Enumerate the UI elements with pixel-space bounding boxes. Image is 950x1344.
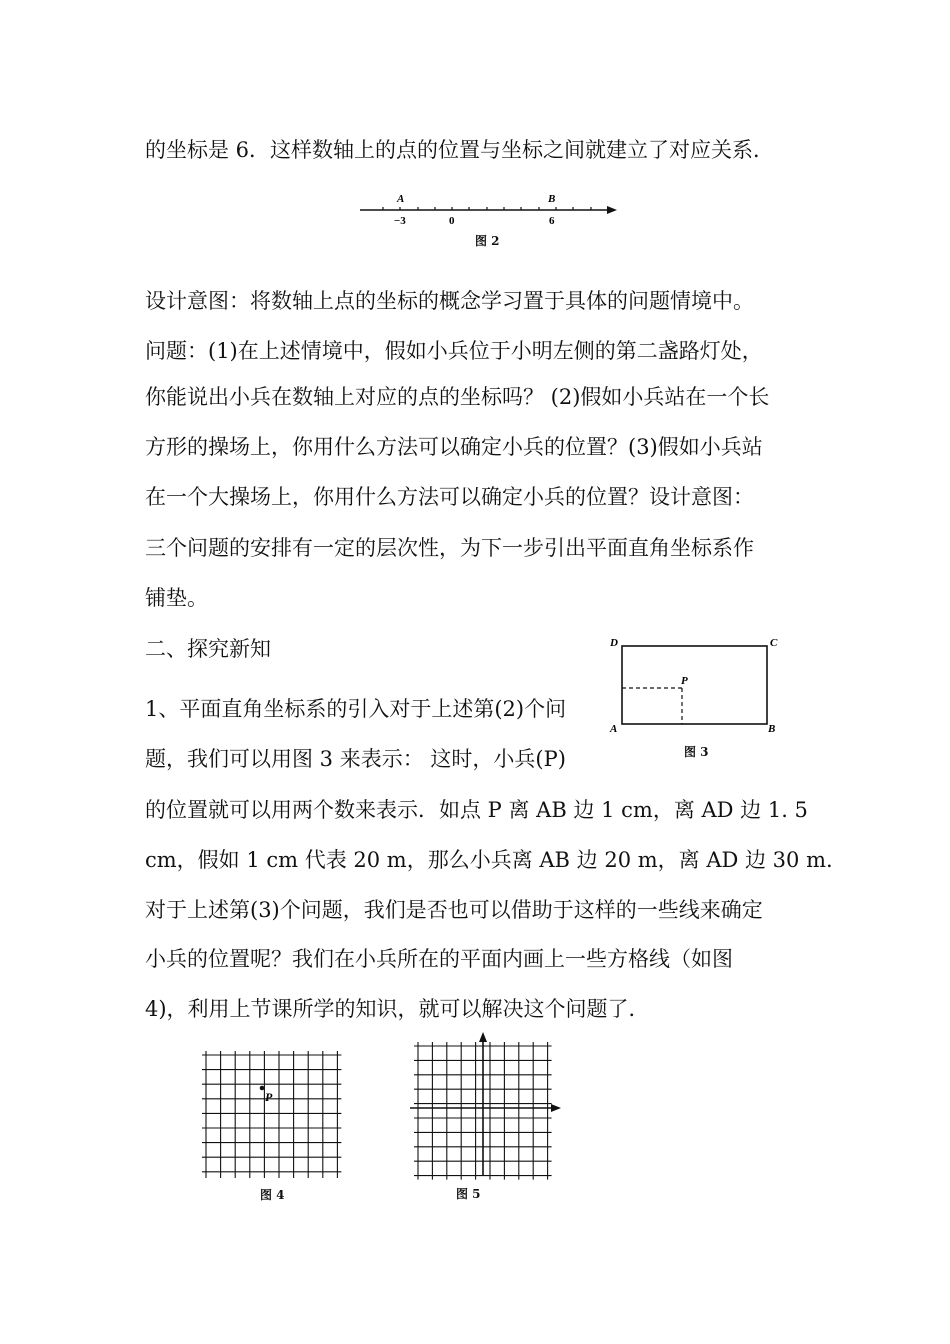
- vertex-d-label: D: [610, 637, 618, 649]
- vertex-b-label: B: [768, 723, 776, 735]
- text-line-12: 的位置就可以用两个数来表示．如点 P 离 AB 边 1 cm，离 AD 边 1. 5: [145, 798, 808, 822]
- text-line-16: 4)，利用上节课所学的知识，就可以解决这个问题了．: [145, 997, 650, 1021]
- figure-4-caption: 图 4: [260, 1188, 285, 1202]
- point-p-label: P: [681, 675, 688, 687]
- x-axis-arrow: [551, 1104, 561, 1112]
- text-line-5: 方形的操场上，你用什么方法可以确定小兵的位置？(3)假如小兵站: [145, 435, 763, 459]
- tick-label-6: 6: [549, 215, 555, 227]
- grid-figure-4: [198, 1048, 354, 1178]
- tick-label-0: 0: [449, 215, 455, 227]
- grid-lines: [202, 1051, 341, 1178]
- vertex-c-label: C: [770, 637, 778, 649]
- text-line-4: 你能说出小兵在数轴上对应的点的坐标吗？ (2)假如小兵站在一个长: [145, 385, 770, 409]
- figure-2-caption: 图 2: [475, 234, 500, 248]
- vertex-a-label: A: [610, 723, 618, 735]
- text-line-7: 三个问题的安排有一定的层次性，为下一步引出平面直角坐标系作: [145, 536, 754, 560]
- text-line-6: 在一个大操场上，你用什么方法可以确定小兵的位置？设计意图：: [145, 485, 754, 509]
- tick-label-neg3: −3: [394, 215, 406, 227]
- text-line-10: 1、平面直角坐标系的引入对于上述第(2)个问: [145, 697, 567, 721]
- text-line-3: 问题：(1)在上述情境中，假如小兵位于小明左侧的第二盏路灯处，: [145, 339, 763, 363]
- text-line-8: 铺垫。: [145, 586, 208, 610]
- rectangle-figure: [608, 632, 788, 738]
- point-b-label: B: [548, 193, 556, 205]
- y-axis-arrow: [479, 1032, 487, 1042]
- text-line-14: 对于上述第(3)个问题，我们是否也可以借助于这样的一些线来确定: [145, 898, 763, 922]
- text-line-15: 小兵的位置呢？我们在小兵所在的平面内画上一些方格线（如图: [145, 947, 733, 971]
- figure-3-caption: 图 3: [684, 745, 709, 759]
- rectangle-abcd: [622, 646, 767, 724]
- text-line-1: 的坐标是 6．这样数轴上的点的位置与坐标之间就建立了对应关系．: [145, 138, 775, 162]
- figure-5-caption: 图 5: [456, 1187, 481, 1201]
- point-p-dot: [260, 1086, 265, 1091]
- text-line-2: 设计意图：将数轴上点的坐标的概念学习置于具体的问题情境中。: [145, 289, 754, 313]
- text-line-11: 题，我们可以用图 3 来表示： 这时，小兵(P): [145, 747, 566, 771]
- number-line-arrow: [607, 206, 617, 214]
- text-line-13: cm，假如 1 cm 代表 20 m，那么小兵离 AB 边 20 m，离 AD 边 30 m.: [145, 848, 833, 872]
- grid-point-p-label: P: [265, 1090, 273, 1104]
- grid-figure-5: [408, 1030, 564, 1180]
- point-a-label: A: [397, 193, 405, 205]
- section-heading: 二、探究新知: [145, 637, 271, 661]
